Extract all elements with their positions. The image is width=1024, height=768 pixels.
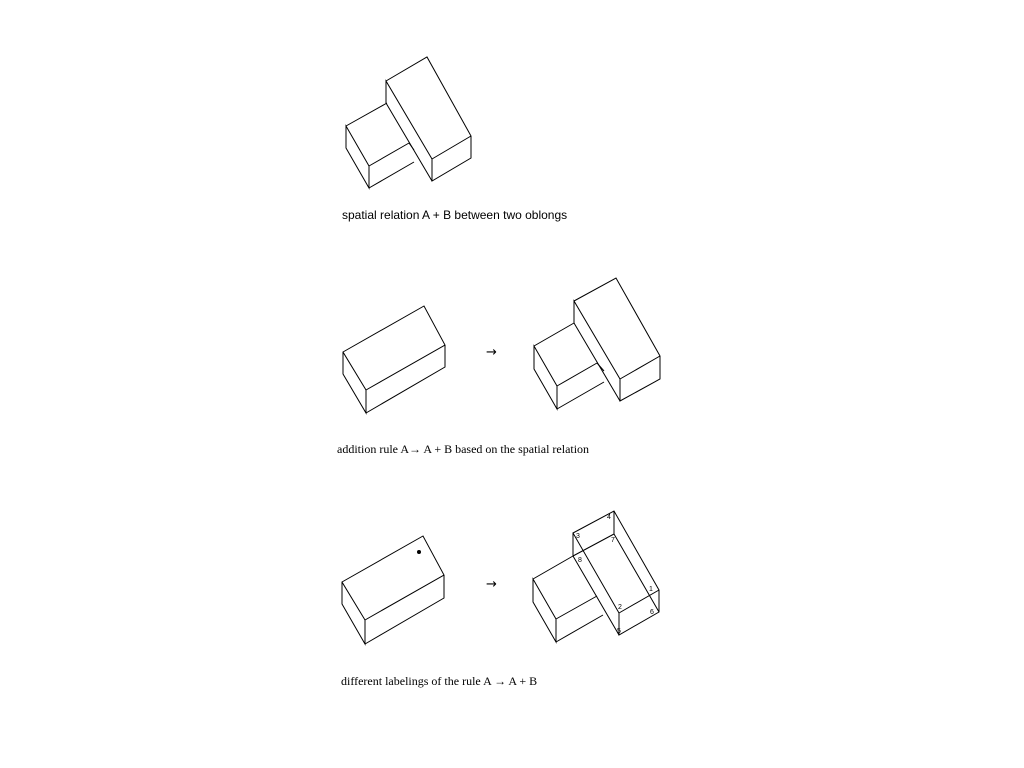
oblong-a [386,57,471,181]
label-point [417,550,421,554]
vertex-label-8: 8 [578,557,582,564]
vertex-label-2: 2 [618,604,622,611]
vertex-label-3: 3 [576,533,580,540]
rule-arrow: → [486,345,497,360]
vertex-label-1: 1 [649,586,653,593]
rule-left-oblong [343,306,445,413]
vertex-label-4: 4 [607,514,611,521]
labeling-left-oblong [342,536,444,644]
spatial-relation-figure [346,57,471,188]
oblong-b [346,103,414,188]
labeling-arrow: → [486,577,497,592]
caption-addition-rule: addition rule A→ A + B based on the spatial relation [337,442,590,456]
vertex-label-5: 5 [617,628,621,635]
caption-spatial-relation: spatial relation A + B between two oblongs [342,208,568,222]
vertex-label-6: 6 [650,609,654,616]
vertex-labels [576,514,654,635]
caption-labelings: different labelings of the rule A → A + B [341,674,538,688]
vertex-label-7: 7 [611,537,615,544]
labeling-right-composite [533,511,659,642]
rule-right-composite [534,278,660,409]
